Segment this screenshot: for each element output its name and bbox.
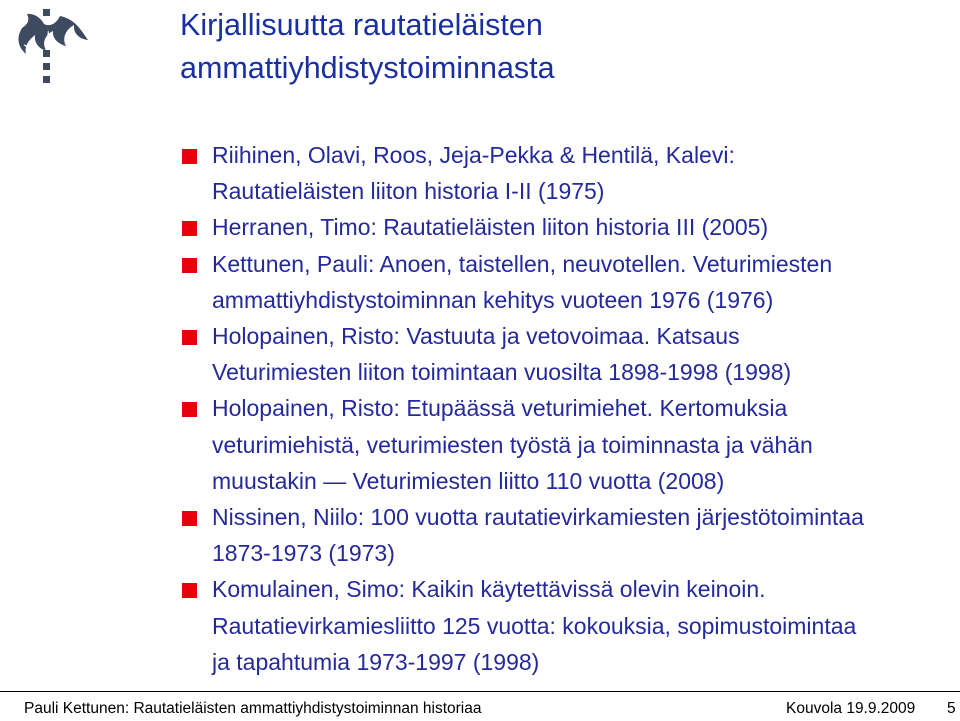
item-line: veturimiehistä, veturimiesten työstä ja toiminnasta ja vähän: [212, 431, 813, 458]
item-line: ja tapahtumia 1973-1997 (1998): [212, 648, 540, 675]
slide-footer: [0, 691, 960, 721]
bibliography-item-holopainen-2008: [182, 390, 952, 499]
item-line: Holopainen, Risto: Vastuuta ja vetovoimaa. Katsaus: [212, 323, 740, 350]
red-square-bullet-icon: [182, 258, 197, 273]
bibliography-list: [182, 137, 952, 680]
item-line: Holopainen, Risto: Etupäässä veturimiehet. Kertomuksia: [212, 395, 788, 422]
item-line: Riihinen, Olavi, Roos, Jeja-Pekka & Hentilä, Kalevi:: [212, 142, 735, 168]
item-line: Veturimiesten liiton toimintaan vuosilta 1898-1998 (1998): [212, 359, 792, 386]
title-line-2: ammattiyhdistystoiminnasta: [180, 51, 555, 85]
footer-author-title: Pauli Kettunen: Rautatieläisten ammattiyhdistystoiminnan historiaa: [24, 700, 482, 717]
item-line: Herranen, Timo: Rautatieläisten liiton historia III (2005): [212, 214, 769, 241]
bibliography-item-holopainen-1998: [182, 318, 952, 390]
item-line: muustakin — Veturimiesten liitto 110 vuotta (2008): [212, 467, 725, 494]
red-square-bullet-icon: [182, 330, 197, 345]
bibliography-item-kettunen: [182, 246, 952, 318]
page-number: 5: [947, 700, 956, 717]
item-line: Rautatieläisten liiton historia I-II (1975): [212, 178, 605, 205]
bibliography-item-komulainen: [182, 571, 952, 680]
title-line-1: Kirjallisuutta rautatieläisten: [180, 8, 543, 42]
red-square-bullet-icon: [182, 221, 197, 236]
item-line: ammattiyhdistystoiminnan kehitys vuoteen 1976 (1976): [212, 286, 774, 313]
university-logo-icon: [2, 4, 98, 86]
item-line: Kettunen, Pauli: Anoen, taistellen, neuvotellen. Veturimiesten: [212, 250, 833, 277]
item-line: 1873-1973 (1973): [212, 540, 395, 567]
red-square-bullet-icon: [182, 149, 197, 164]
item-line: Nissinen, Niilo: 100 vuotta rautatievirkamiesten järjestötoimintaa: [212, 504, 864, 531]
footer-date: Kouvola 19.9.2009: [786, 700, 916, 717]
bibliography-item-nissinen: [182, 499, 952, 571]
red-square-bullet-icon: [182, 583, 197, 598]
item-line: Rautatievirkamiesliitto 125 vuotta: kokouksia, sopimustoimintaa: [212, 612, 857, 639]
red-square-bullet-icon: [182, 511, 197, 526]
slide-title: [180, 4, 940, 90]
item-line: Komulainen, Simo: Kaikin käytettävissä olevin keinoin.: [212, 576, 766, 603]
bibliography-item-riihinen: [182, 137, 952, 209]
bibliography-item-herranen: [182, 209, 952, 245]
red-square-bullet-icon: [182, 402, 197, 417]
